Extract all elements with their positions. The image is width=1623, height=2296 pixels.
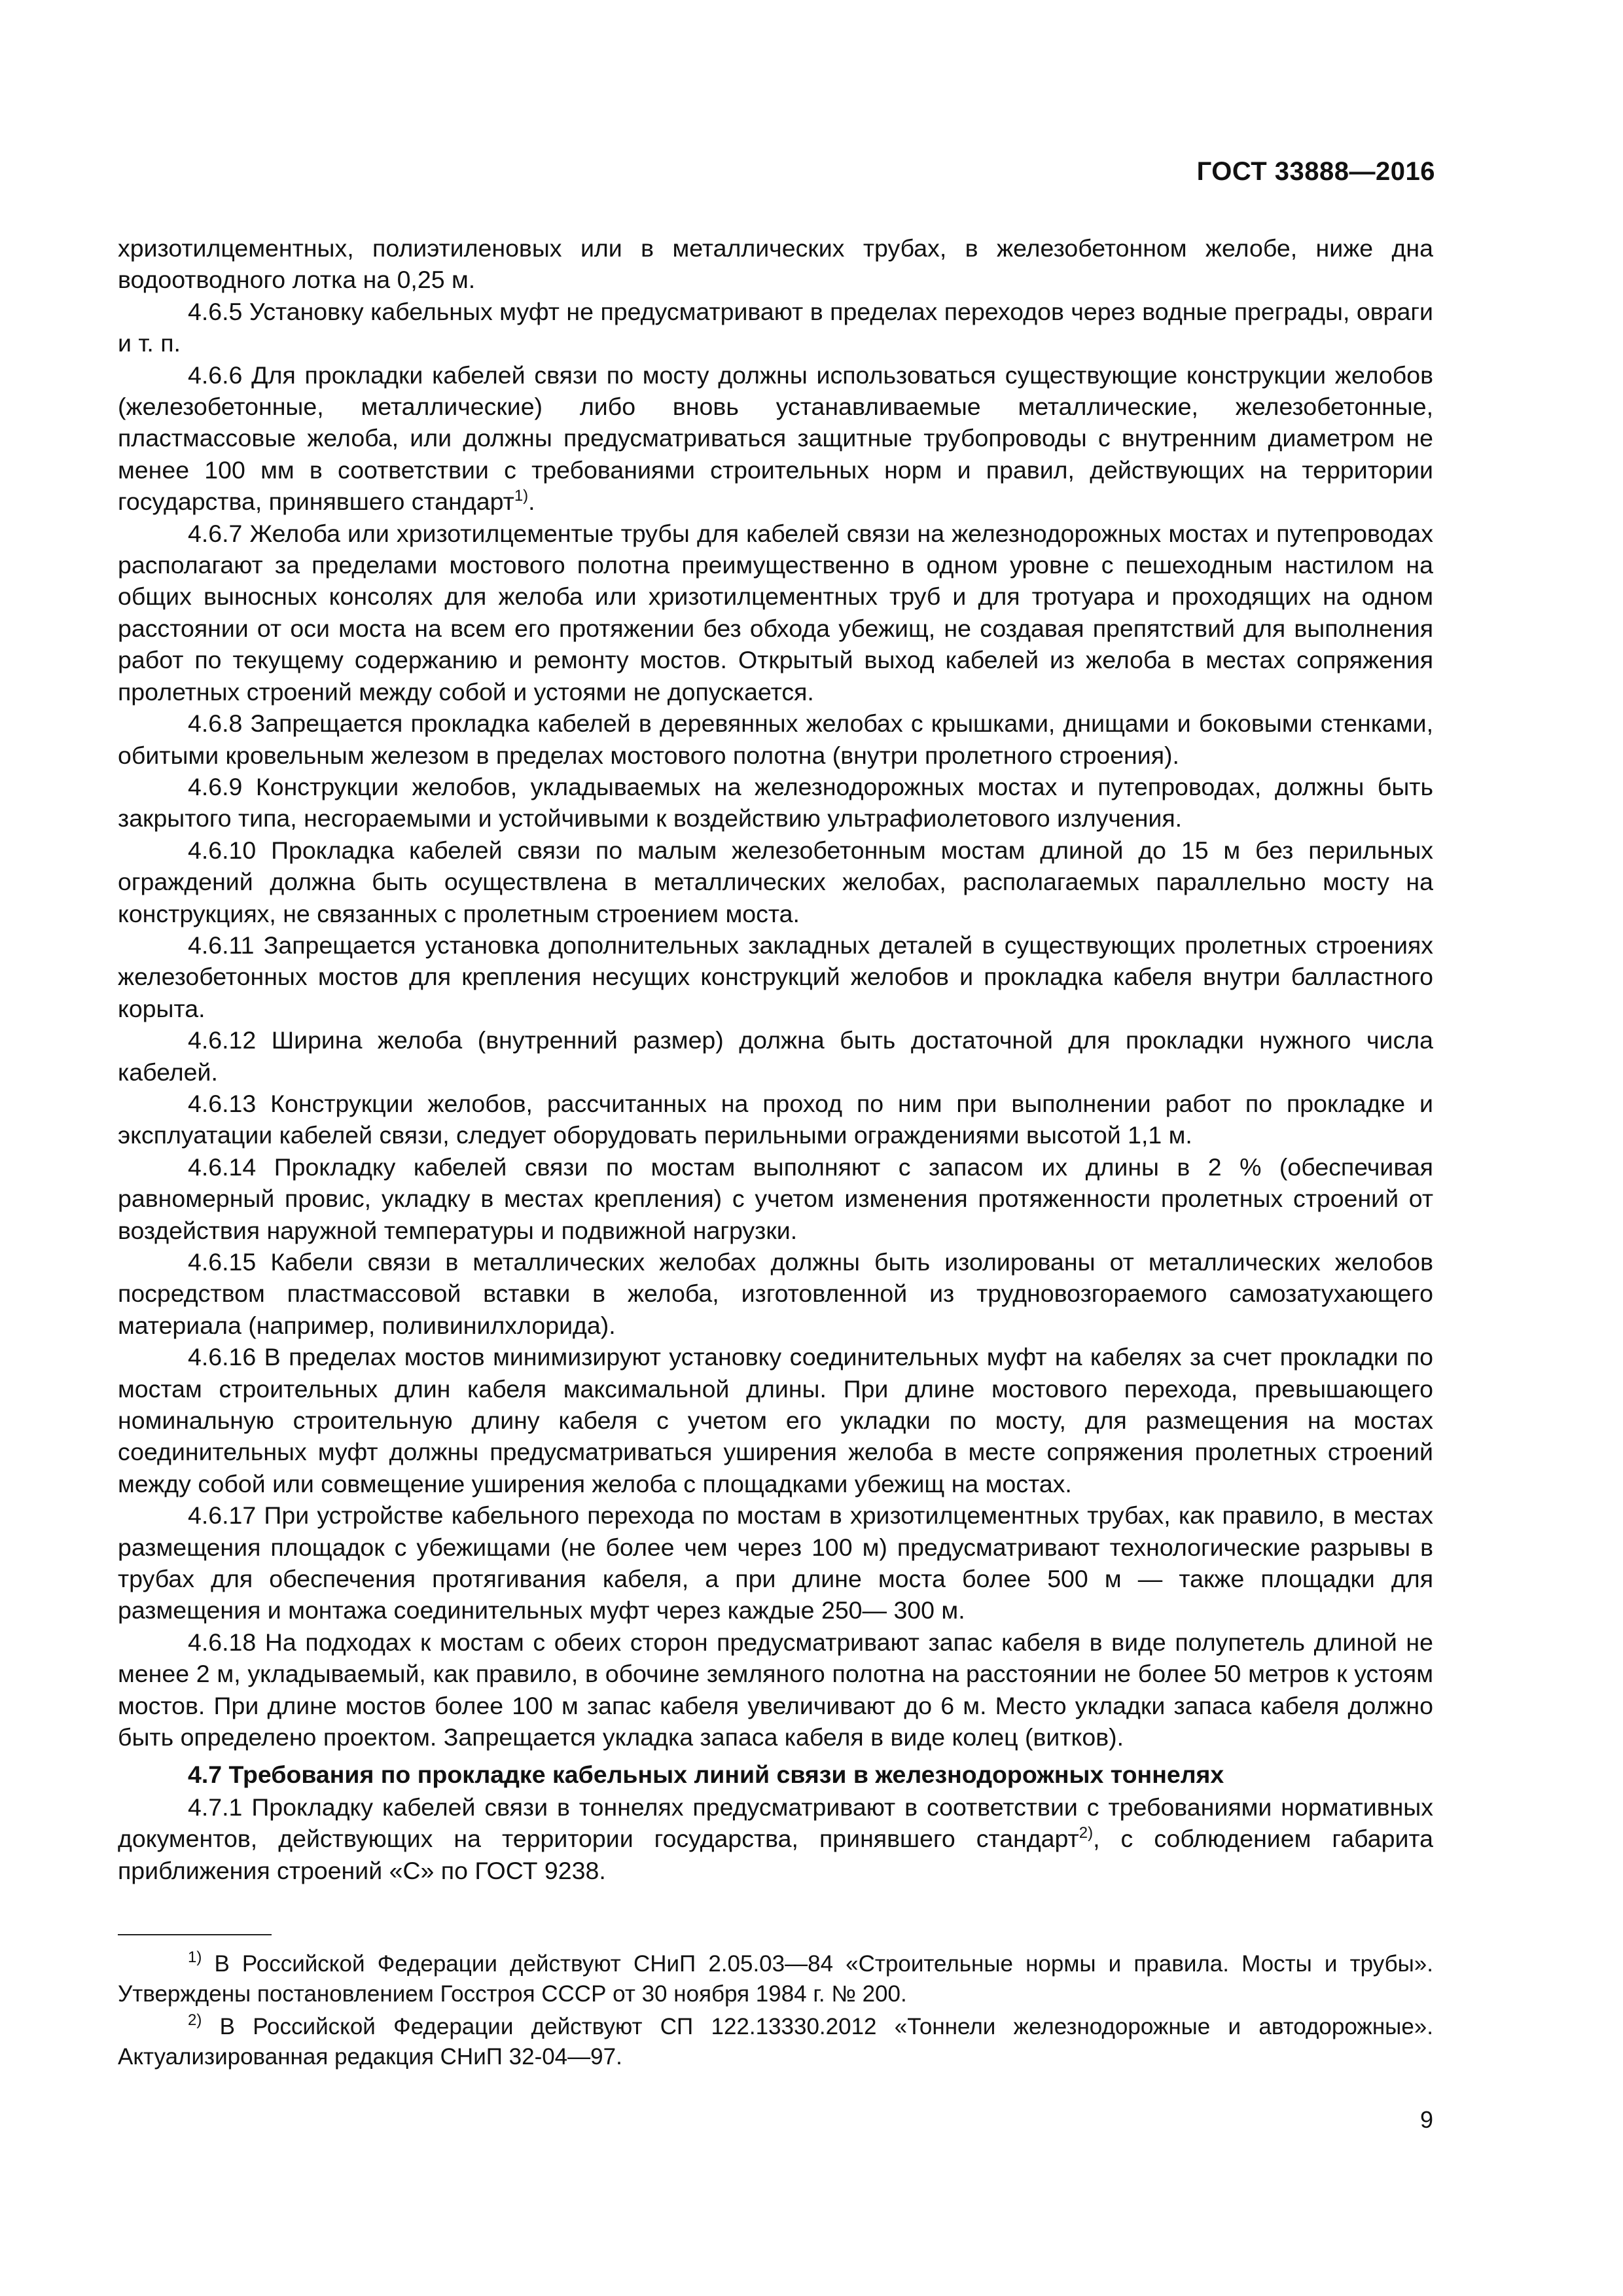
footnote-2	[118, 2012, 1433, 2072]
paragraph-4-7-1-text: 4.7.1 Прокладку кабелей связи в тоннелях предусматривают в соответствии с требованиями нормативных документов, действующих на территории государства, принявшего стандарт	[118, 1793, 1433, 1853]
document-header-id: ГОСТ 33888—2016	[1196, 157, 1435, 186]
paragraph-4-6-14: 4.6.14 Прокладку кабелей связи по мостам выполняют с запасом их длины в 2 % (обеспечивая равномерный провис, укладку в местах крепления) с учетом изменения протяженности пролетных строений от воздействия наружной температуры и подвижной нагрузки.	[118, 1153, 1433, 1244]
paragraph-4-6-5: 4.6.5 Установку кабельных муфт не предусматривают в пределах переходов через водные преграды, овраги и т. п.	[118, 297, 1433, 357]
paragraph-4-6-16: 4.6.16 В пределах мостов минимизируют установку соединительных муфт на кабелях за счет прокладки по мостам строительных длин кабеля максимальной длины. При длине мостового перехода, превышающего номинальную строительную длину кабеля с учетом его укладки по мосту, для размещения на мостах соединительных муфт должны предусматриваться уширения желоба в месте сопряжения пролетных строений между собой или совмещение уширения желоба с площадками убежищ на мостах.	[118, 1343, 1433, 1498]
section-heading-4-7: 4.7 Требования по прокладке кабельных линий связи в железнодорожных тоннелях	[188, 1760, 1224, 1788]
page-number: 9	[1419, 2106, 1433, 2133]
footnote-marker-1: 1)	[188, 1948, 202, 1966]
footnote-text-2: В Российской Федерации действуют СП 122.13330.2012 «Тоннели железнодорожные и автодорожные». Актуализированная редакция СНиП 32-04—97.	[118, 2014, 1433, 2070]
footnote-marker-2: 2)	[188, 2011, 202, 2029]
paragraph-4-6-13: 4.6.13 Конструкции желобов, рассчитанных на проход по ним при выполнении работ по прокладке и эксплуатации кабелей связи, следует оборудовать перильными ограждениями высотой 1,1 м.	[118, 1089, 1433, 1149]
paragraph-4-6-10: 4.6.10 Прокладка кабелей связи по малым железобетонным мостам длиной до 15 м без перильных ограждений должна быть осуществлена в металлических желобах, располагаемых параллельно мосту на конструкциях, не связанных с пролетным строением моста.	[118, 836, 1433, 927]
paragraph-4-6-11: 4.6.11 Запрещается установка дополнительных закладных деталей в существующих пролетных строениях железобетонных мостов для крепления несущих конструкций желобов и прокладка кабеля внутри балластного корыта.	[118, 931, 1433, 1022]
paragraph-4-7-1	[118, 1791, 1433, 1886]
body-text	[118, 232, 1433, 1886]
paragraph-4-6-12: 4.6.12 Ширина желоба (внутренний размер) должна быть достаточной для прокладки нужного числа кабелей.	[118, 1026, 1433, 1086]
footnote-text-1: В Российской Федерации действуют СНиП 2.05.03—84 «Строительные нормы и правила. Мосты и трубы». Утверждены постановлением Госстроя СССР от 30 ноября 1984 г. № 200.	[118, 1951, 1433, 2007]
paragraph-4-6-7: 4.6.7 Желоба или хризотилцементые трубы для кабелей связи на железнодорожных мостах и путепроводах располагают за пределами мостового полотна преимущественно в одном уровне с пешеходным настилом на общих выносных консолях для желоба или хризотилцементных труб и для тротуара и проходящих на одном расстоянии от оси моста на всем его протяжении без обхода убежищ, не создавая препятствий для выполнения работ по текущему содержанию и ремонту мостов. Открытый выход кабелей из желоба в местах сопряжения пролетных строений между собой и устоями не допускается.	[118, 519, 1433, 706]
paragraph-4-7-1-end: , с соблюдением габарита приближения строений «С» по ГОСТ 9238.	[118, 1825, 1433, 1884]
footnote-separator	[118, 1934, 272, 1935]
footnote-ref-2[interactable]: 2)	[1079, 1824, 1094, 1842]
footnote-ref-1[interactable]: 1)	[514, 487, 529, 505]
paragraph-4-6-6-end: .	[528, 488, 535, 516]
paragraph-4-6-6	[118, 359, 1433, 518]
paragraph-4-6-9: 4.6.9 Конструкции желобов, укладываемых на железнодорожных мостах и путепроводах, должны быть закрытого типа, несгораемыми и устойчивыми к воздействию ультрафиолетового излучения.	[118, 772, 1433, 833]
paragraph-4-6-15: 4.6.15 Кабели связи в металлических желобах должны быть изолированы от металлических желобов посредством пластмассовой вставки в желоба, изготовленной из трудновозгораемого самозатухающего материала (например, поливинилхлорида).	[118, 1248, 1433, 1339]
footnotes	[118, 1949, 1433, 2075]
paragraph-continuation: хризотилцементных, полиэтиленовых или в металлических трубах, в железобетонном желобе, ниже дна водоотводного лотка на 0,25 м.	[118, 234, 1433, 294]
paragraph-4-6-8: 4.6.8 Запрещается прокладка кабелей в деревянных желобах с крышками, днищами и боковыми стенками, обитыми кровельным железом в пределах мостового полотна (внутри пролетного строения).	[118, 709, 1433, 769]
paragraph-4-6-6-text: 4.6.6 Для прокладки кабелей связи по мосту должны использоваться существующие конструкции желобов (железобетонные, металлические) либо вновь устанавливаемые металлические, железобетонные, пластмассовые желоба, или должны предусматриваться защитные трубопроводы с внутренним диаметром не менее 100 мм в соответствии с требованиями строительных норм и правил, действующих на территории государства, принявшего стандарт	[118, 361, 1433, 516]
paragraph-4-6-18: 4.6.18 На подходах к мостам с обеих сторон предусматривают запас кабеля в виде полупетель длиной не менее 2 м, укладываемый, как правило, в обочине земляного полотна на расстоянии не более 50 метров к устоям мостов. При длине мостов более 100 м запас кабеля увеличивают до 6 м. Место укладки запаса кабеля должно быть определено проектом. Запрещается укладка запаса кабеля в виде колец (витков).	[118, 1628, 1433, 1751]
paragraph-4-6-17: 4.6.17 При устройстве кабельного перехода по мостам в хризотилцементных трубах, как правило, в местах размещения площадок с убежищами (не более чем через 100 м) предусматривают технологические разрывы в трубах для обеспечения протягивания кабеля, а при длине моста более 500 м — также площадки для размещения и монтажа соединительных муфт через каждые 250— 300 м.	[118, 1501, 1433, 1624]
footnote-1	[118, 1949, 1433, 2009]
